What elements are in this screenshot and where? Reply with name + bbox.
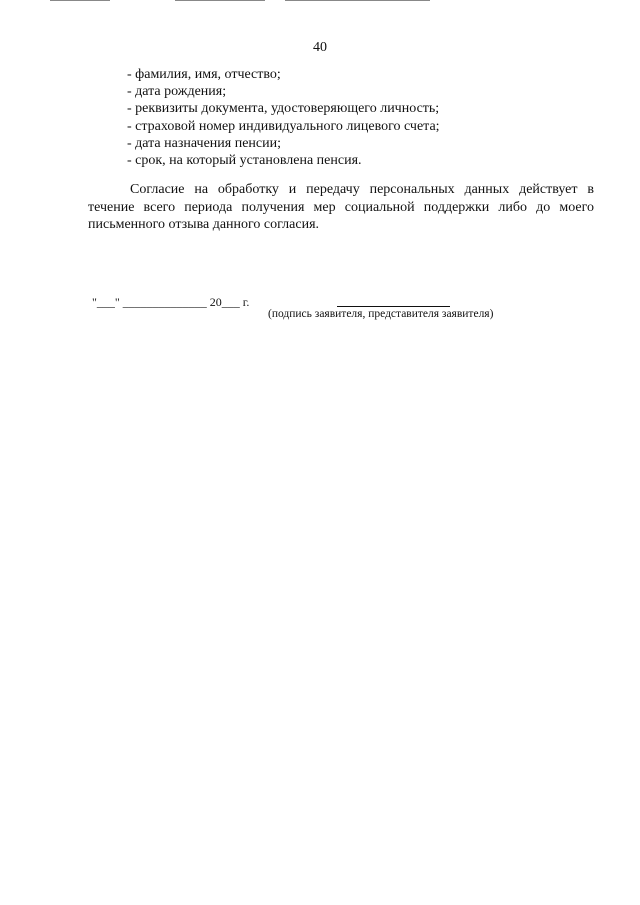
scan-line: [50, 0, 110, 1]
list-item: - срок, на который установлена пенсия.: [127, 153, 362, 169]
signature-line[interactable]: [337, 306, 450, 307]
personal-data-list: [127, 66, 440, 169]
scan-line: [175, 0, 265, 1]
consent-line: письменного отзыва данного согласия.: [88, 217, 320, 232]
page-number: 40: [313, 40, 327, 55]
list-item: - дата назначения пенсии;: [127, 135, 281, 151]
consent-line: Согласие на обработку и передачу персональных данных действует в: [130, 182, 594, 197]
scan-artifact-lines: [0, 0, 640, 4]
consent-paragraph: [88, 181, 594, 234]
list-item: - фамилия, имя, отчество;: [127, 67, 281, 82]
list-item: - страховой номер индивидуального лицевого счета;: [127, 118, 440, 134]
date-field[interactable]: "___" ______________ 20___ г.: [92, 295, 250, 309]
list-item: - дата рождения;: [127, 84, 227, 100]
signature-caption: (подпись заявителя, представителя заявителя): [268, 308, 494, 320]
scan-line: [285, 0, 430, 1]
consent-line: течение всего периода получения мер социальной поддержки либо до моего: [88, 199, 594, 215]
list-item: - реквизиты документа, удостоверяющего личность;: [127, 101, 440, 117]
